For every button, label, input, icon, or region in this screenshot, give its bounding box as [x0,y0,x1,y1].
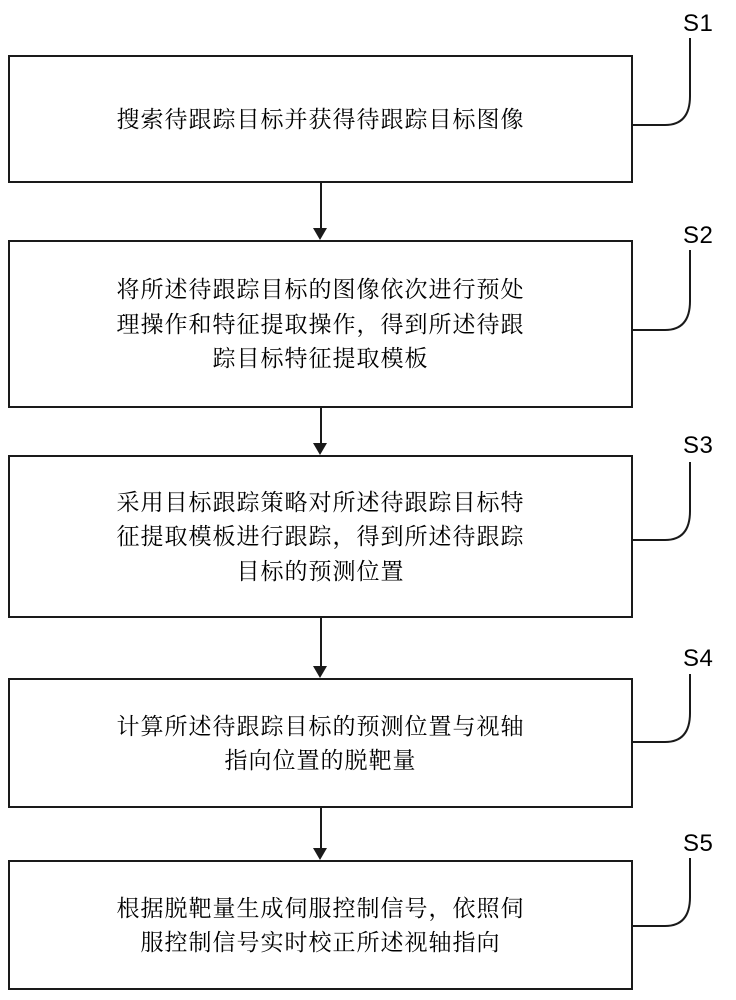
leader-s5 [633,858,690,926]
flow-step-s4[interactable] [8,678,633,808]
leader-s3 [633,462,690,540]
leader-s2 [633,250,690,330]
leader-s1 [633,38,690,125]
leader-lines [620,0,730,1000]
connector-s1-s2-arrowhead [313,228,327,240]
step-label-s4: S4 [683,645,714,672]
connector-s3-s4-arrowhead [313,666,327,678]
flow-step-s5-text: 根据脱靶量生成伺服控制信号，依照伺 服控制信号实时校正所述视轴指向 [116,894,525,955]
connector-s4-s5-arrowhead [313,848,327,860]
flow-step-s5[interactable] [8,860,633,990]
connector-s2-s3-line [320,408,322,443]
connector-s1-s2-line [320,183,322,228]
leader-s4 [633,674,690,742]
step-label-s2: S2 [683,222,714,249]
connector-s2-s3-arrowhead [313,443,327,455]
connector-s3-s4-line [320,618,322,666]
flow-step-s1[interactable] [8,55,633,183]
step-label-s1: S1 [683,10,714,37]
flow-step-s3[interactable] [8,455,633,618]
flow-step-s2-text: 将所述待跟踪目标的图像依次进行预处 理操作和特征提取操作，得到所述待跟 踪目标特征提取模板 [116,276,525,372]
step-label-s5: S5 [683,830,714,857]
flow-step-s2[interactable] [8,240,633,408]
flow-step-s4-text: 计算所述待跟踪目标的预测位置与视轴 指向位置的脱靶量 [116,712,525,773]
step-label-s3: S3 [683,432,714,459]
flow-step-s3-text: 采用目标跟踪策略对所述待跟踪目标特 征提取模板进行跟踪，得到所述待跟踪 目标的预测位置 [116,488,525,584]
connector-s4-s5-line [320,808,322,848]
flow-step-s1-text: 搜索待跟踪目标并获得待跟踪目标图像 [116,105,525,132]
